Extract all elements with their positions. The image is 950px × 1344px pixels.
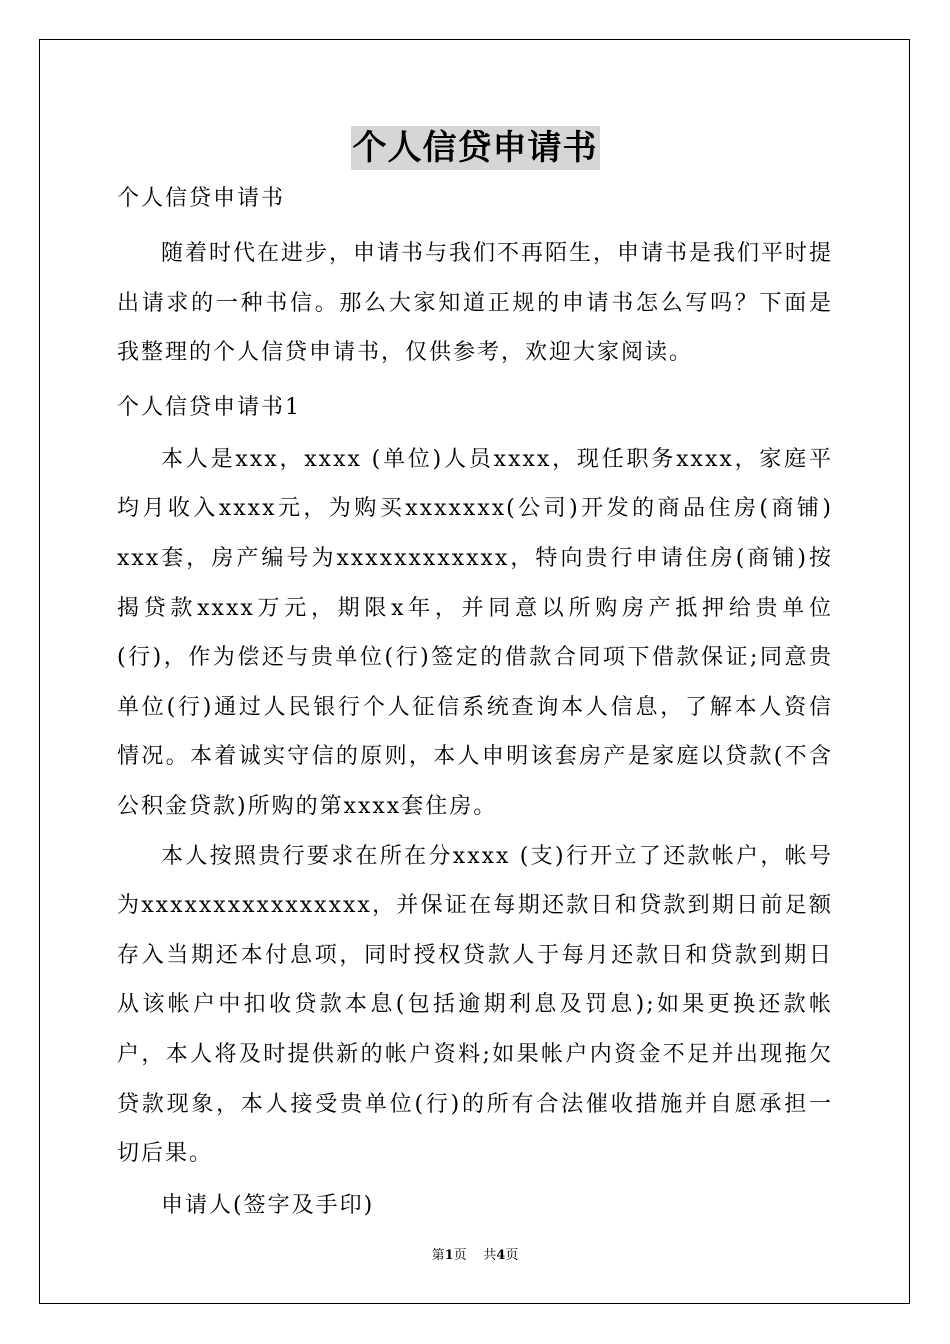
footer-total-suffix: 页: [505, 1248, 519, 1263]
footer-total-pages: 4: [496, 1248, 506, 1263]
intro-paragraph: 随着时代在进步，申请书与我们不再陌生，申请书是我们平时提出请求的一种书信。那么大家知道正规的申请书怎么写吗？下面是我整理的个人信贷申请书，仅供参考，欢迎大家阅读。: [117, 241, 834, 366]
footer-page-prefix: 第: [431, 1248, 445, 1263]
title-container: [0, 126, 950, 170]
section-heading: 个人信贷申请书1: [117, 394, 301, 420]
footer-page-number: 1: [444, 1248, 454, 1263]
page-footer: [0, 1247, 950, 1265]
section-paragraph-2: 本人按照贵行要求在所在分xxxx (支)行开立了还款帐户，帐号为xxxxxxxxxxxxxxxx，并保证在每期还款日和贷款到期日前足额存入当期还本付息项，同时授权贷款人于每月还款日和贷款到期日从该帐户中扣收贷款本息(包括逾期利息及罚息);如果更换还款帐户，本人将及时提供新的帐户资料;如果帐户内资金不足并出现拖欠贷款现象，本人接受贵单位(行)的所有合法催收措施并自愿承担一切后果。: [117, 843, 833, 1167]
document-subtitle: 个人信贷申请书: [117, 186, 286, 211]
section-paragraph-1: 本人是xxx，xxxx (单位)人员xxxx，现任职务xxxx，家庭平均月收入xxxx元，为购买xxxxxxx(公司)开发的商品住房(商铺) xxx套，房产编号为xxxxxxxxxxxx，特向贵行申请住房(商铺)按揭贷款xxxx万元，期限x年，并同意以所购房产抵押给贵单位(行)，作为偿还与贵单位(行)签定的借款合同项下借款保证;同意贵单位(行)通过人民银行个人征信系统查询本人信息，了解本人资信情况。本着诚实守信的原则，本人申明该套房产是家庭以贷款(不含公积金贷款)所购的第xxxx套住房。: [117, 446, 833, 819]
signature-line: 申请人(签字及手印): [161, 1192, 375, 1218]
document-body: [117, 181, 833, 1230]
footer-total-prefix: 共: [483, 1248, 497, 1263]
document-title: 个人信贷申请书: [352, 128, 598, 168]
footer-page-suffix: 页: [453, 1248, 467, 1263]
